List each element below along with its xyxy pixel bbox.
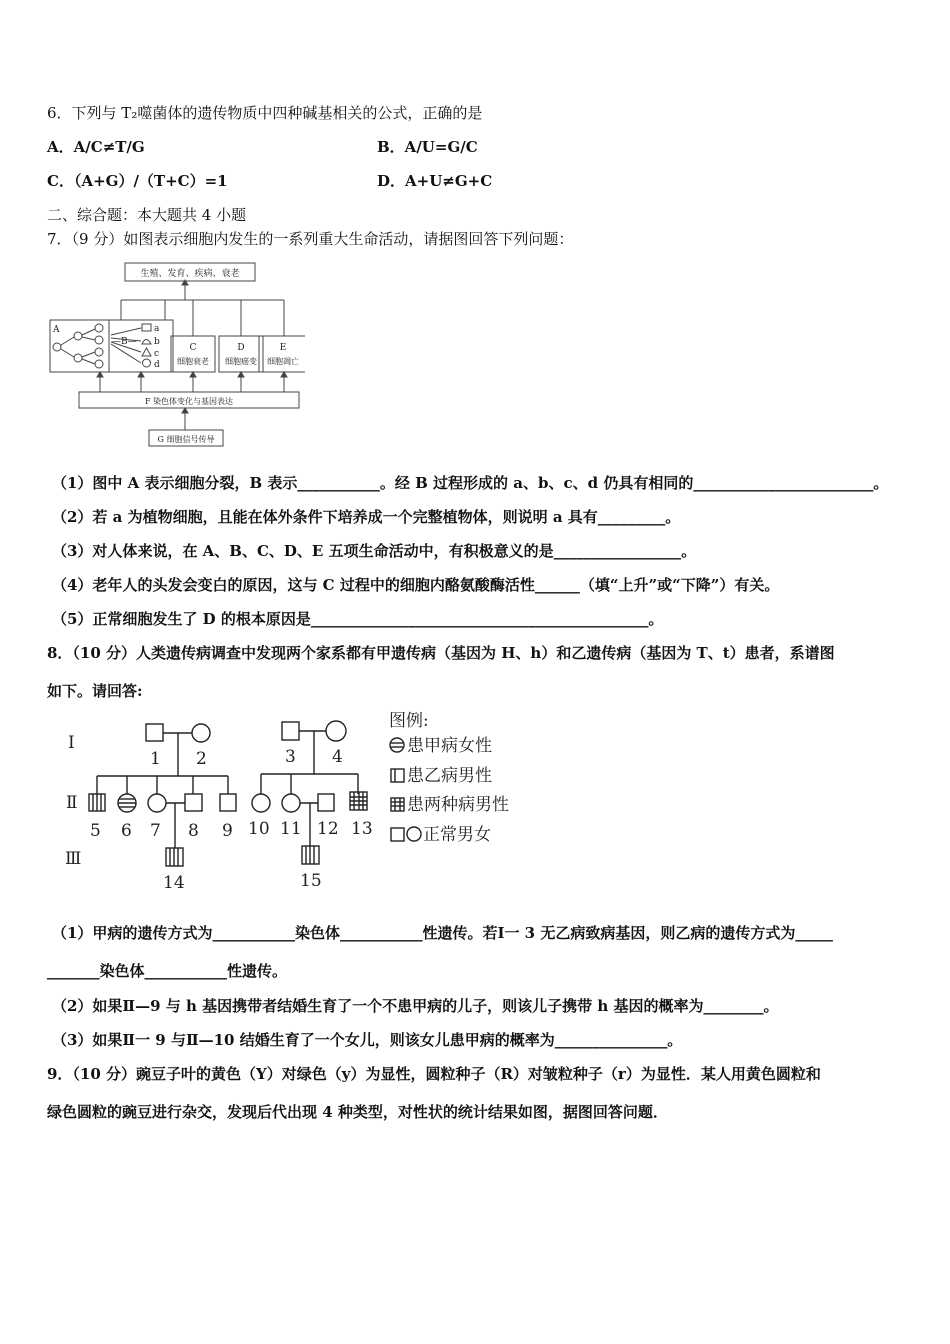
- q7-sub1: （1）图中 A 表示细胞分裂，B 表示___________。经 B 过程形成的 a、b、c、d 仍具有相同的________________________。: [52, 474, 889, 492]
- legend-symbol-normal-female: [407, 827, 421, 841]
- diagram-box-d: [219, 336, 263, 372]
- pedigree-person-1: [146, 724, 163, 741]
- pedigree-label-1: 1: [150, 749, 161, 769]
- q6-stem: 6．下列与 T₂噬菌体的遗传物质中四种碱基相关的公式，正确的是: [47, 104, 483, 122]
- q7-sub4: （4）老年人的头发会变白的原因，这与 C 过程中的细胞内酪氨酸酶活性______（填“上升”或“下降”）有关。: [52, 576, 780, 594]
- q6-option-c: C．（A+G）/（T+C）=1: [47, 172, 228, 190]
- pedigree-label-7: 7: [150, 821, 161, 841]
- diagram-b-label: —B—: [112, 337, 137, 347]
- q6-option-b: B．A/U=G/C: [377, 138, 478, 156]
- diagram-cell-c: c: [154, 349, 160, 359]
- q8-stem-1: 8．（10 分）人类遗传病调查中发现两个家系都有甲遗传病（基因为 H、h）和乙遗传病（基因为 T、t）患者，系谱图: [47, 644, 835, 662]
- q6-option-a: A．A/C≠T/G: [47, 138, 145, 156]
- diagram-box-c: [171, 336, 215, 372]
- pedigree-label-5: 5: [90, 821, 101, 841]
- q7-sub3: （3）对人体来说，在 A、B、C、D、E 五项生命活动中，有积极意义的是_________________。: [52, 542, 697, 560]
- q6-option-d: D．A+U≠G+C: [377, 172, 493, 190]
- pedigree-gen-3: Ⅲ: [65, 849, 82, 869]
- legend-text-3: 患两种病男性: [407, 795, 509, 815]
- diagram-e-text: 细胞凋亡: [267, 357, 299, 366]
- pedigree-person-2: [192, 724, 210, 742]
- legend-text-1: 患甲病女性: [407, 736, 492, 756]
- pedigree-person-12: [318, 794, 334, 811]
- legend-symbol-male-b: [391, 769, 404, 782]
- q8-sub1-line2: _______染色体___________性遗传。: [47, 962, 288, 980]
- pedigree-gen-2: Ⅱ: [66, 793, 78, 813]
- pedigree-label-8: 8: [188, 821, 199, 841]
- legend-text-2: 患乙病男性: [407, 766, 492, 786]
- diagram-a-label: A: [53, 325, 60, 335]
- diagram-f-label: F 染色体变化与基因表达: [144, 397, 234, 406]
- pedigree-person-8: [185, 794, 202, 811]
- pedigree-person-9: [220, 794, 236, 811]
- diagram-top-label: 生殖、发育、疾病、衰老: [140, 269, 240, 279]
- q9-stem-2: 绿色圆粒的豌豆进行杂交，发现后代出现 4 种类型，对性状的统计结果如图，据图回答问题．: [47, 1103, 668, 1121]
- diagram-cell-d: d: [154, 360, 160, 370]
- pedigree-person-10: [252, 794, 270, 812]
- q9-stem-1: 9．（10 分）豌豆子叶的黄色（Y）对绿色（y）为显性，圆粒种子（R）对皱粒种子（r）为显性．某人用黄色圆粒和: [47, 1065, 821, 1083]
- diagram-cell-a: a: [154, 324, 160, 334]
- pedigree-label-15: 15: [300, 871, 322, 891]
- pedigree-person-4: [326, 721, 346, 741]
- pedigree-label-2: 2: [196, 749, 207, 769]
- pedigree-label-9: 9: [222, 821, 233, 841]
- diagram-c-letter: C: [189, 343, 197, 353]
- pedigree-label-12: 12: [317, 819, 339, 839]
- cell-life-activity-diagram: [45, 260, 305, 452]
- pedigree-person-7: [148, 794, 166, 812]
- diagram-box-e: [259, 336, 305, 372]
- diagram-d-letter: D: [237, 343, 245, 353]
- q8-sub3: （3）如果Ⅱ一 9 与Ⅱ—10 结婚生育了一个女儿，则该女儿患甲病的概率为_______________。: [52, 1031, 683, 1049]
- diagram-cell-b: b: [154, 337, 160, 347]
- q8-sub2: （2）如果Ⅱ—9 与 h 基因携带者结婚生育了一个不患甲病的儿子，则该儿子携带 h 基因的概率为________。: [52, 997, 779, 1015]
- legend-text-4: 正常男女: [423, 825, 491, 845]
- diagram-g-label: G 细胞信号传导: [157, 435, 215, 444]
- pedigree-label-14: 14: [163, 873, 185, 893]
- diagram-c-text: 细胞衰老: [177, 357, 209, 366]
- legend-title: 图例:: [389, 711, 429, 731]
- pedigree-label-4: 4: [332, 747, 343, 767]
- pedigree-label-13: 13: [351, 819, 373, 839]
- pedigree-label-10: 10: [248, 819, 270, 839]
- legend-symbol-male-both: [391, 798, 404, 811]
- pedigree-person-3: [282, 722, 299, 740]
- q7-stem: 7．（9 分）如图表示细胞内发生的一系列重大生命活动，请据图回答下列问题：: [47, 230, 574, 248]
- section-heading: 二、综合题：本大题共 4 小题: [47, 206, 247, 224]
- pedigree-person-11: [282, 794, 300, 812]
- pedigree-label-11: 11: [280, 819, 302, 839]
- pedigree-gen-1: Ⅰ: [68, 733, 75, 753]
- pedigree-label-6: 6: [121, 821, 132, 841]
- q7-sub5: （5）正常细胞发生了 D 的根本原因是_____________________________________________。: [52, 610, 664, 628]
- pedigree-chart: [60, 708, 530, 893]
- q7-sub2: （2）若 a 为植物细胞，且能在体外条件下培养成一个完整植物体，则说明 a 具有_________。: [52, 508, 681, 526]
- legend-symbol-female-a: [390, 738, 404, 752]
- legend-symbol-normal-male: [391, 828, 404, 841]
- q8-sub1-line1: （1）甲病的遗传方式为___________染色体___________性遗传。若Ⅰ一 3 无乙病致病基因，则乙病的遗传方式为_____: [52, 924, 833, 942]
- diagram-d-text: 细胞癌变: [225, 357, 257, 366]
- diagram-e-letter: E: [279, 343, 287, 353]
- pedigree-label-3: 3: [285, 747, 296, 767]
- q8-stem-2: 如下。请回答:: [47, 682, 143, 700]
